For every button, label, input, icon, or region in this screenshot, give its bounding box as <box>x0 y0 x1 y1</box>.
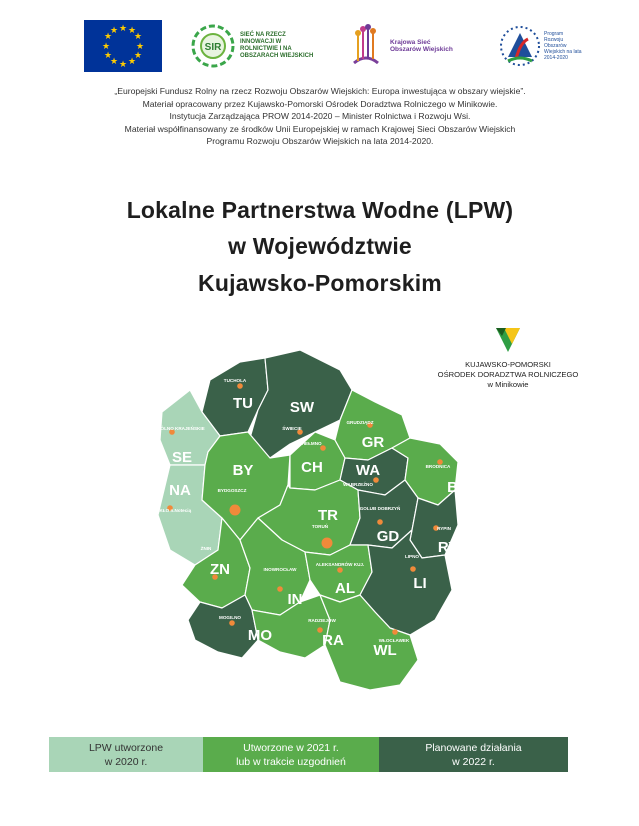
logo-bar <box>0 0 639 85</box>
sir-logo-text: SIEĆ NA RZECZ INNOWACJI W ROLNICTWIE I NA OBSZARACH WIEJSKICH <box>240 32 314 59</box>
svg-text:★: ★ <box>133 32 143 42</box>
city-dot-in <box>277 586 283 592</box>
city-dot-li <box>410 566 416 572</box>
prow-logo <box>498 18 583 74</box>
odr-name-line: KUJAWSKO-POMORSKI <box>465 360 551 369</box>
city-dot-wl <box>392 629 398 635</box>
city-label-sw: ŚWIECIE <box>282 426 302 431</box>
city-label-se: SĘPÓLNO KRAJEŃSKIE <box>151 426 205 431</box>
svg-text:★: ★ <box>109 26 119 36</box>
svg-text:★: ★ <box>127 26 137 36</box>
district-code-in: IN <box>287 591 303 608</box>
city-label-ry: RYPIN <box>437 526 451 531</box>
city-dot-al <box>337 567 343 573</box>
svg-text:★: ★ <box>101 42 111 52</box>
legend-label: Utworzone w 2021 r. lub w trakcie uzgodnień <box>236 741 346 768</box>
svg-text:★: ★ <box>103 32 113 42</box>
city-dot-by <box>230 505 241 516</box>
legend-label: LPW utworzone w 2020 r. <box>88 741 164 768</box>
district-code-ch: CH <box>301 459 323 476</box>
city-label-gr: GRUDZIĄDZ <box>346 420 374 425</box>
city-label-tu: TUCHOLA <box>223 378 247 383</box>
city-label-li: LIPNO <box>404 554 420 559</box>
city-label-ra: RADZIEJÓW <box>308 618 336 623</box>
city-label-na: NAKŁO n.Notecią <box>152 508 192 513</box>
city-label-by: BYDGOSZCZ <box>217 488 247 493</box>
district-code-al: AL <box>335 580 355 597</box>
district-code-li: LI <box>413 575 427 592</box>
funding-line: Instytucja Zarządzająca PROW 2014-2020 – Minister Rolnictwa i Rozwoju Wsi. <box>169 111 471 122</box>
odr-name-line: w Minikowie <box>487 380 529 389</box>
map-legend <box>49 737 568 772</box>
svg-text:SIR: SIR <box>204 42 222 53</box>
funding-line: Programu Rozwoju Obszarów Wiejskich na lata 2014-2020. <box>206 136 434 147</box>
funding-notice <box>80 85 560 148</box>
svg-text:★: ★ <box>118 24 128 34</box>
district-code-zn: ZN <box>210 561 230 578</box>
funding-line: „Europejski Fundusz Rolny na rzecz Rozwoju Obszarów Wiejskich: Europa inwestująca w obszary wiejskie”. <box>114 86 526 96</box>
districts-map <box>140 340 470 710</box>
district-code-wa: WA <box>355 462 381 479</box>
legend-label: Planowane działania w 2022 r. <box>425 741 522 768</box>
district-code-ry: RY <box>437 539 459 556</box>
city-label-ch: CHEŁMNO <box>298 441 322 446</box>
sir-emblem-icon <box>190 23 236 69</box>
svg-text:★: ★ <box>118 60 128 70</box>
city-label-br: BRODNICA <box>425 464 451 469</box>
ksow-logo-text: Krajowa Sieć Obszarów Wiejskich <box>390 39 453 53</box>
district-code-tu: TU <box>233 395 253 412</box>
svg-text:★: ★ <box>127 57 137 67</box>
odr-logo <box>494 326 522 354</box>
city-dot-tu <box>237 383 243 389</box>
funding-line: Materiał współfinansowany ze środków Unii Europejskiej w ramach Krajowej Sieci Obszarów Wiejskich <box>124 123 516 134</box>
voivodeship-map <box>140 340 470 710</box>
city-label-in: INOWROCŁAW <box>263 567 297 572</box>
svg-text:★: ★ <box>133 51 143 61</box>
city-label-wa: WĄBRZEŹNO <box>343 482 373 487</box>
svg-text:★: ★ <box>135 42 145 52</box>
district-code-tr: TR <box>318 507 338 524</box>
city-dot-mo <box>229 620 235 626</box>
prow-logo-text: Program Rozwoju Obszarów Wiejskich na lata 2014-2020 <box>544 31 582 61</box>
city-label-tr: TORUŃ <box>311 524 329 529</box>
district-code-by: BY <box>232 462 254 479</box>
city-label-zn: ŻNIN <box>200 546 212 551</box>
page-title-line-3: Kujawsko-Pomorskim <box>198 270 442 296</box>
city-label-wl: WŁOCŁAWEK <box>378 638 410 643</box>
page-title-line-1: Lokalne Partnerstwa Wodne (LPW) <box>126 197 514 223</box>
city-dot-tr <box>322 538 333 549</box>
district-code-sw: SW <box>289 399 315 416</box>
city-label-mo: MOGILNO <box>219 615 241 620</box>
district-code-gd: GD <box>376 528 400 545</box>
svg-text:★: ★ <box>103 51 113 61</box>
city-dot-gd <box>377 519 383 525</box>
legend-item-2021 <box>203 737 379 772</box>
legend-item-2020 <box>49 737 203 772</box>
district-code-se: SE <box>171 449 193 466</box>
district-code-mo: MO <box>247 627 273 644</box>
district-code-gr: GR <box>361 434 385 451</box>
city-label-gd: GOLUB DOBRZYŃ <box>359 506 401 511</box>
legend-item-2022 <box>379 737 568 772</box>
eu-flag-logo <box>84 20 162 72</box>
district-code-br: BR <box>447 479 469 496</box>
odr-emblem-icon <box>494 326 522 354</box>
city-dot-ch <box>320 445 326 451</box>
page-title-line-2: w Województwie <box>228 233 412 259</box>
prow-emblem-icon <box>498 19 542 73</box>
funding-line: Materiał opracowany przez Kujawsko-Pomorski Ośrodek Doradztwa Rolniczego w Minikowie. <box>142 98 498 109</box>
district-code-wl: WL <box>373 642 397 659</box>
ksow-emblem-icon <box>346 23 386 69</box>
district-code-ra: RA <box>322 632 344 649</box>
eu-stars-icon <box>84 20 162 72</box>
ksow-logo <box>346 22 456 70</box>
city-label-al: ALEKSANDRÓW KUJ. <box>315 562 365 567</box>
district-code-na: NA <box>169 482 191 499</box>
sir-logo <box>190 22 320 70</box>
svg-text:★: ★ <box>109 57 119 67</box>
odr-name-line: OŚRODEK DORADZTWA ROLNICZEGO <box>437 370 579 379</box>
